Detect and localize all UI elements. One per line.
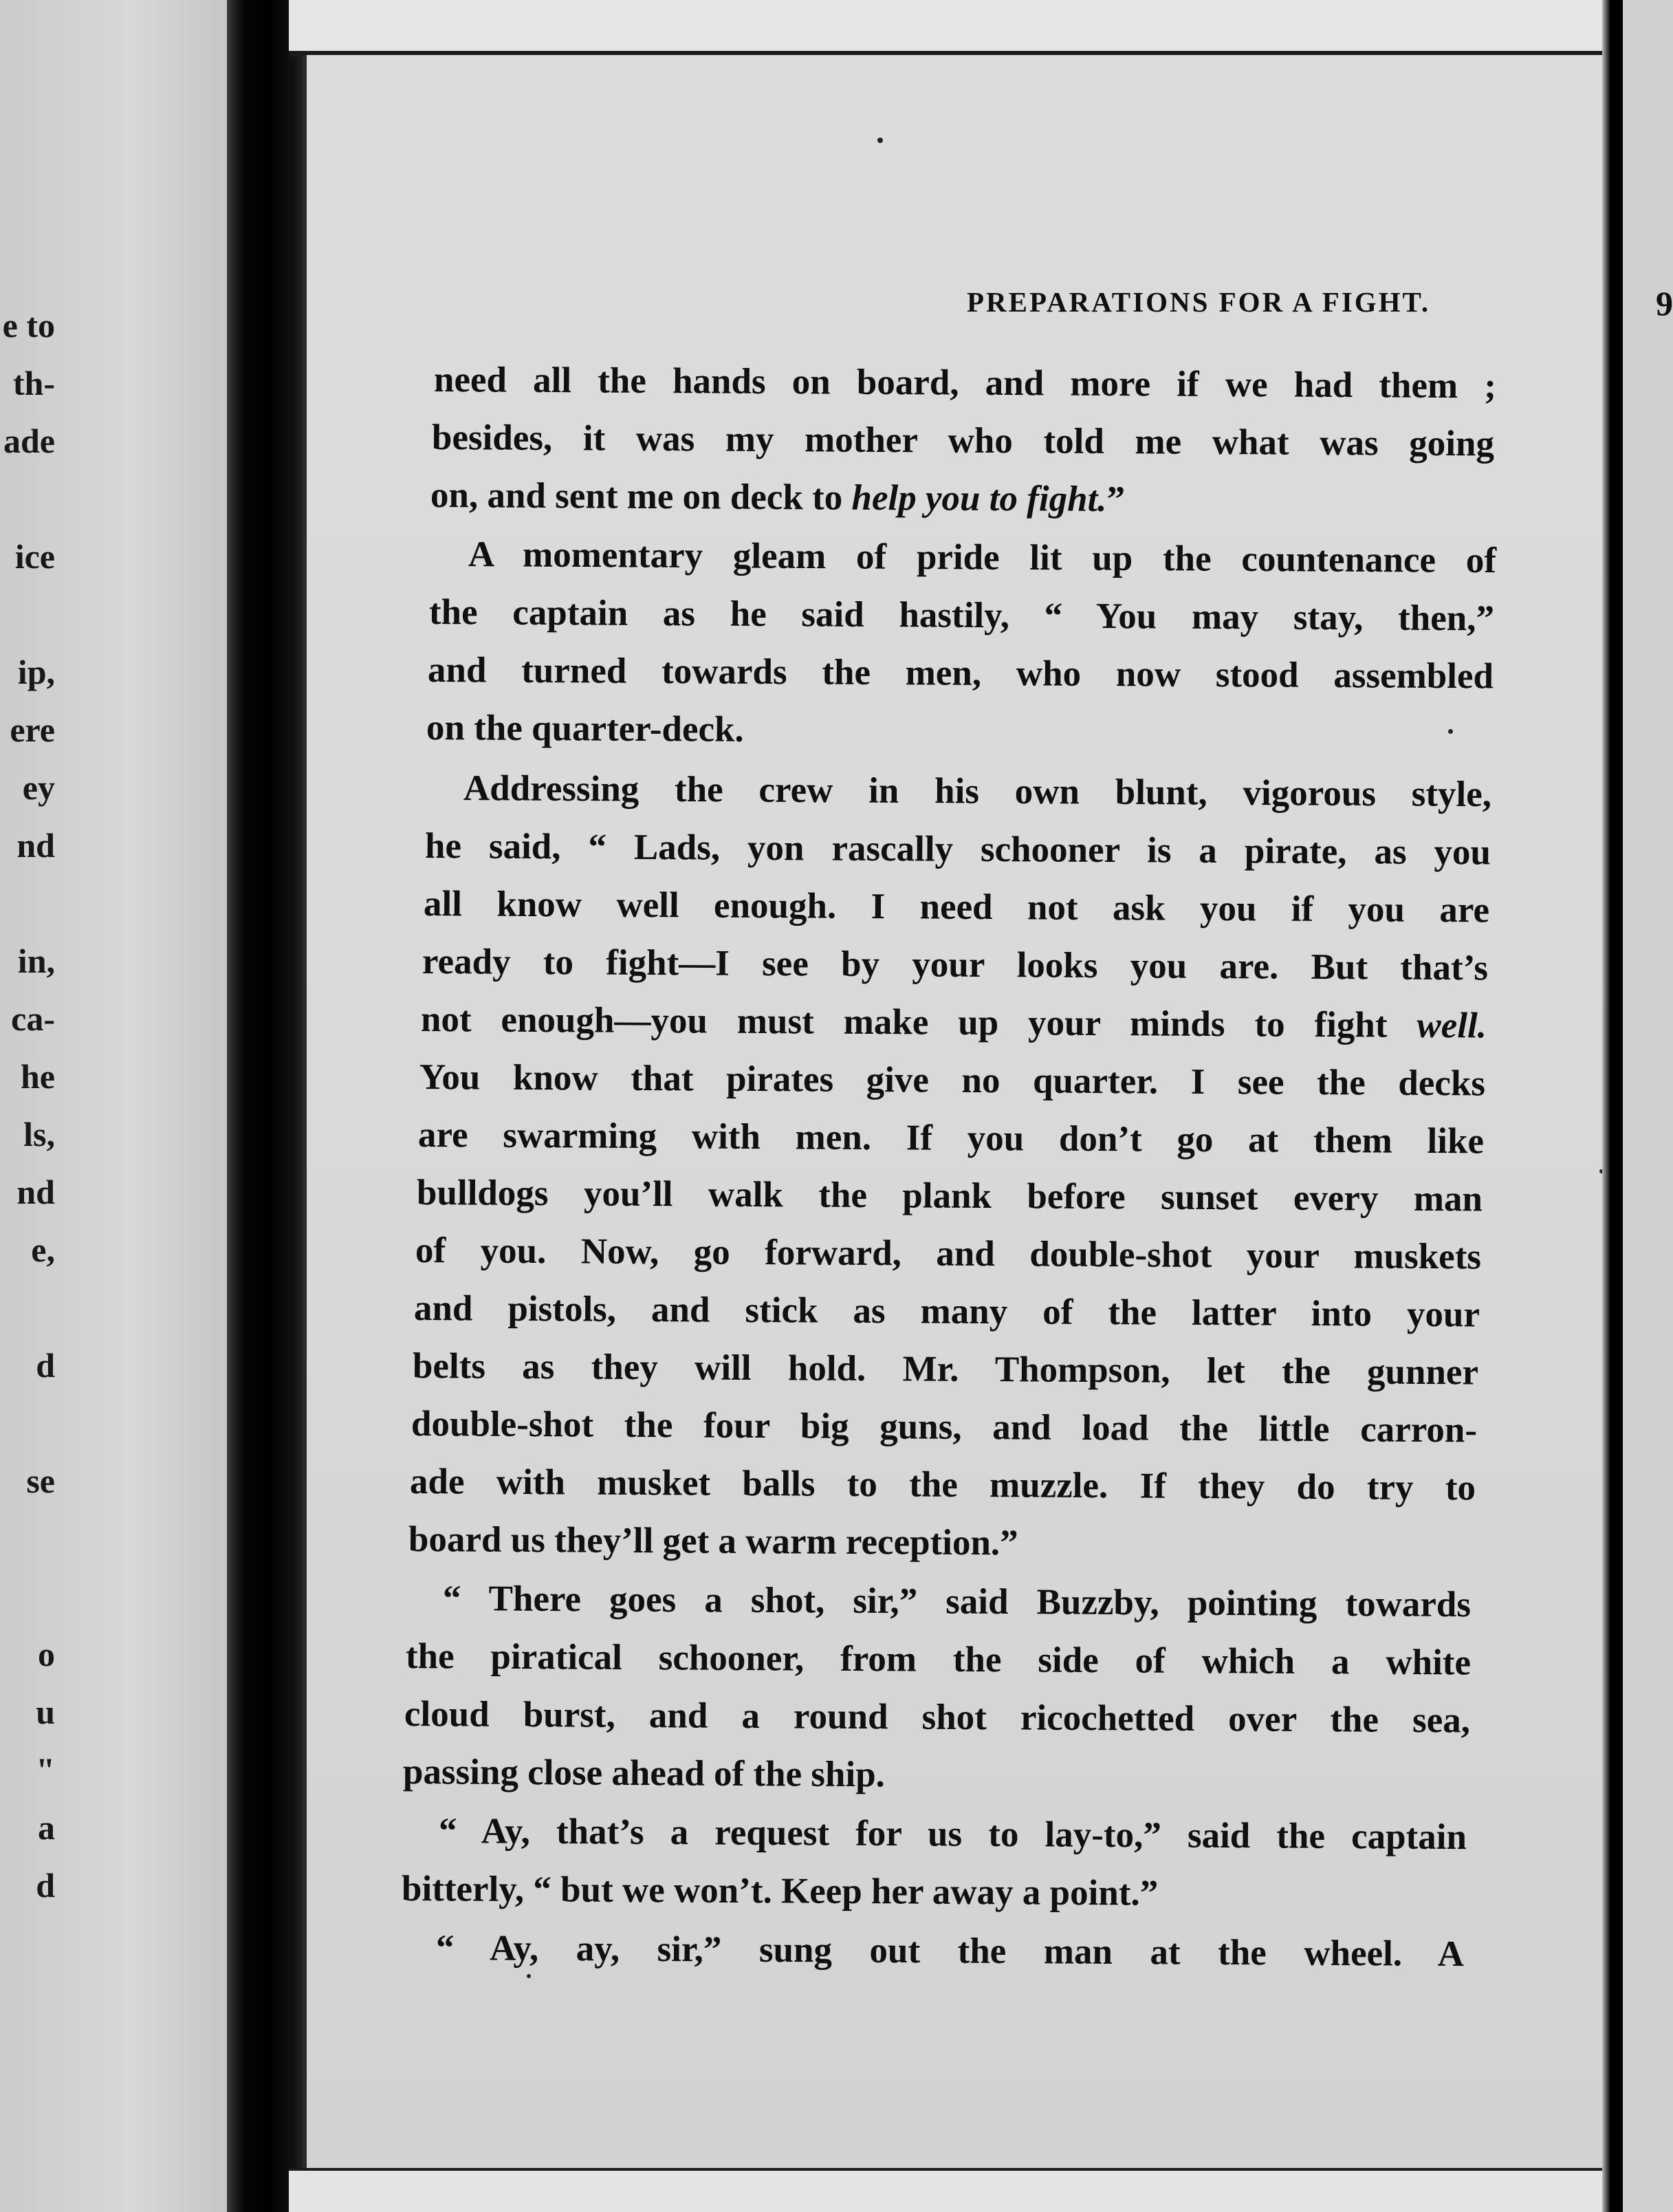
left-fragment-line: e to (2, 306, 55, 345)
left-fragment-line: d (36, 1346, 55, 1385)
dust-speck (1448, 729, 1453, 734)
text-line: board us they’ll get a warm reception.” (408, 1519, 1018, 1563)
text-line-start: on, and sent me on deck to (430, 475, 852, 518)
left-fragment-line: ere (10, 711, 55, 749)
left-fragment-line: ls, (23, 1115, 55, 1153)
text-line: cloud burst, and a round shot ricochetted over the sea, (404, 1694, 1471, 1741)
page-number: 9 (1656, 284, 1673, 323)
text-line: Addressing the crew in his own blunt, vigorous style, (463, 768, 1492, 815)
left-page-fragment (0, 0, 237, 2212)
text-line: of you. Now, go forward, and double-shot your muskets (415, 1230, 1482, 1277)
left-fragment-line: ice (14, 537, 55, 576)
left-fragment-line: th- (12, 364, 55, 402)
text-line: the piratical schooner, from the side of which a white (405, 1636, 1472, 1683)
text-line: “ There goes a shot, sir,” said Buzzby, pointing towards (442, 1579, 1472, 1625)
left-fragment-line: ca- (11, 999, 55, 1038)
left-fragment-line: ade (3, 422, 55, 460)
closing-quote: ” (1106, 479, 1126, 520)
emphasis-well: well. (1417, 1005, 1487, 1046)
text-line: and turned towards the men, who now stood assembled (427, 650, 1494, 697)
bottom-margin (289, 2168, 1623, 2212)
text-line: and pistols, and stick as many of the latter into your (413, 1288, 1480, 1335)
text-line: “ Ay, that’s a request for us to lay-to,” said the captain (438, 1811, 1467, 1858)
left-fragment-line: " (36, 1750, 55, 1789)
left-page-text-fragments (0, 0, 237, 2212)
text-line: You know that pirates give no quarter. I see the decks (419, 1057, 1486, 1104)
text-line: all know well enough. I need not ask you if you are (423, 884, 1490, 931)
text-line: double-shot the four big guns, and load the little carron- (411, 1404, 1478, 1451)
text-line (421, 1001, 1487, 1044)
text-line: bitterly, “ but we won’t. Keep her away a point.” (401, 1869, 1159, 1913)
text-line: belts as they will hold. Mr. Thompson, let the gunner (412, 1346, 1479, 1393)
text-line: are swarming with men. If you don’t go at them like (417, 1115, 1485, 1162)
left-fragment-line: he (21, 1057, 55, 1096)
text-line: need all the hands on board, and more if we had them ; (433, 360, 1497, 406)
body-text (307, 55, 1610, 2173)
book-binding-gutter (227, 0, 309, 2212)
text-line: ready to fight—I see by your looks you are. But that’s (422, 942, 1489, 988)
left-fragment-line: a (38, 1808, 55, 1847)
text-line: “ Ay, ay, sir,” sung out the man at the wheel. A (435, 1928, 1465, 1975)
text-line: ade with musket balls to the muzzle. If they do try to (409, 1462, 1476, 1508)
top-margin (289, 0, 1623, 55)
left-fragment-line: ip, (17, 653, 55, 691)
dust-speck (527, 1974, 531, 1978)
text-line: the captain as he said hastily, “ You may stay, then,” (428, 592, 1495, 639)
right-edge-shadow (1602, 0, 1623, 2212)
left-fragment-line: nd (17, 826, 55, 865)
left-fragment-line: in, (17, 942, 55, 980)
left-fragment-line: o (38, 1635, 55, 1673)
running-head: PREPARATIONS FOR A FIGHT. (967, 286, 1431, 318)
right-page (303, 55, 1673, 2173)
dust-speck (877, 138, 883, 143)
text-line: A momentary gleam of pride lit up the countenance of (468, 534, 1497, 581)
left-fragment-line: d (36, 1866, 55, 1905)
text-line-start: not enough—you must make up your minds to fight (420, 999, 1417, 1045)
text-line: he said, “ Lads, yon rascally schooner is a pirate, as you (424, 826, 1491, 873)
text-line: on the quarter-deck. (426, 708, 744, 750)
left-fragment-line: nd (17, 1173, 55, 1211)
left-fragment-line: e, (31, 1230, 55, 1269)
text-line: besides, it was my mother who told me what was going (431, 418, 1495, 464)
left-fragment-line: u (36, 1693, 55, 1731)
emphasis-help-you-to-fight: help you to fight. (851, 477, 1107, 520)
left-fragment-line: se (26, 1462, 55, 1500)
text-line: passing close ahead of the ship. (402, 1752, 886, 1795)
text-line: bulldogs you’ll walk the plank before sunset every man (416, 1173, 1483, 1219)
text-line (430, 477, 1393, 520)
left-fragment-line: ey (22, 768, 55, 807)
